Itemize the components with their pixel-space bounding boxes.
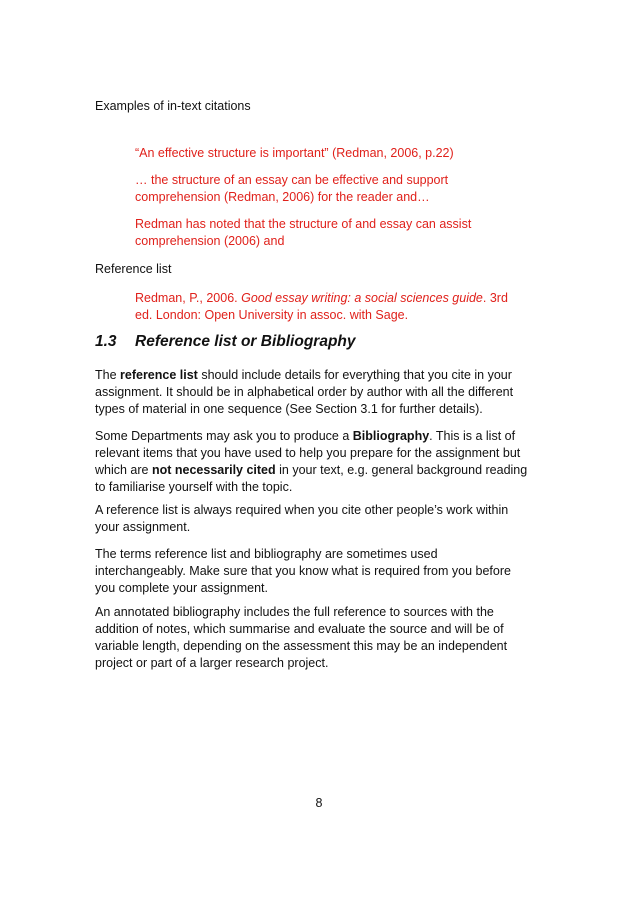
paragraph-2-line-3-post: in your text, e.g. general background reading — [275, 463, 528, 477]
paragraph-2-post: . This is a list of — [429, 429, 516, 443]
paragraph-5-line-2: addition of notes, which summarise and evaluate the source and will be of — [95, 622, 504, 636]
paragraph-reference-list — [95, 367, 513, 418]
examples-heading: Examples of in-text citations — [95, 99, 251, 113]
citation-example-3-line-1: Redman has noted that the structure of and essay can assist — [135, 217, 472, 231]
reference-entry-line-1 — [135, 290, 508, 307]
paragraph-bibliography — [95, 428, 527, 496]
paragraph-1-line-2: assignment. It should be in alphabetical order by author with all the different — [95, 385, 514, 399]
reference-after-title: . 3rd — [482, 291, 508, 305]
reference-entry-line-2: ed. London: Open University in assoc. with Sage. — [135, 308, 409, 322]
paragraph-2-line-3-pre: which are — [95, 463, 152, 477]
paragraph-2-bold-term: Bibliography — [352, 429, 430, 443]
paragraph-2-line-1 — [95, 428, 527, 445]
paragraph-3-line-1: A reference list is always required when you cite other people’s work within — [95, 503, 509, 517]
paragraph-3-line-2: your assignment. — [95, 520, 191, 534]
paragraph-4-line-2: interchangeably. Make sure that you know what is required from you before — [95, 564, 511, 578]
citation-example-1-line-1: “An effective structure is important” (Redman, 2006, p.22) — [135, 146, 454, 160]
paragraph-1-bold-term: reference list — [120, 368, 198, 382]
paragraph-2-line-2: relevant items that you have used to help you prepare for the assignment but — [95, 446, 521, 460]
citation-example-2 — [135, 172, 448, 206]
paragraph-1-pre: The — [95, 368, 121, 382]
paragraph-always-required — [95, 502, 508, 536]
paragraph-1-post: should include details for everything that you cite in your — [197, 368, 512, 382]
reference-title: Good essay writing: a social sciences guide — [241, 291, 483, 305]
page-number: 8 — [315, 796, 323, 810]
paragraph-1-line-3: types of material in one sequence (See Section 3.1 for further details). — [95, 402, 483, 416]
paragraph-5-line-3: variable length, depending on the assessment this may be an independent — [95, 639, 508, 653]
paragraph-5-line-1: An annotated bibliography includes the full reference to sources with the — [95, 605, 494, 619]
paragraph-2-line-3 — [95, 462, 527, 479]
paragraph-2-pre: Some Departments may ask you to produce a — [95, 429, 353, 443]
citation-example-3-line-2: comprehension (2006) and — [135, 234, 285, 248]
paragraph-5-line-4: project or part of a larger research project. — [95, 656, 329, 670]
section-title: Reference list or Bibliography — [135, 333, 356, 350]
citation-example-3 — [135, 216, 471, 250]
reference-author-year: Redman, P., 2006. — [135, 291, 242, 305]
reference-entry — [135, 290, 508, 324]
paragraph-2-line-4: to familiarise yourself with the topic. — [95, 480, 293, 494]
section-heading — [95, 332, 356, 352]
section-number: 1.3 — [95, 333, 117, 350]
paragraph-annotated-bibliography — [95, 604, 507, 672]
paragraph-4-line-3: you complete your assignment. — [95, 581, 269, 595]
citation-example-2-line-1: … the structure of an essay can be effective and support — [135, 173, 449, 187]
paragraph-1-line-1 — [95, 367, 513, 384]
paragraph-2-bold-phrase: not necessarily cited — [151, 463, 276, 477]
paragraph-terms — [95, 546, 511, 597]
citation-example-2-line-2: comprehension (Redman, 2006) for the reader and… — [135, 190, 430, 204]
paragraph-4-line-1: The terms reference list and bibliography are sometimes used — [95, 547, 438, 561]
reference-list-label: Reference list — [95, 262, 172, 276]
citation-example-1 — [135, 145, 454, 162]
